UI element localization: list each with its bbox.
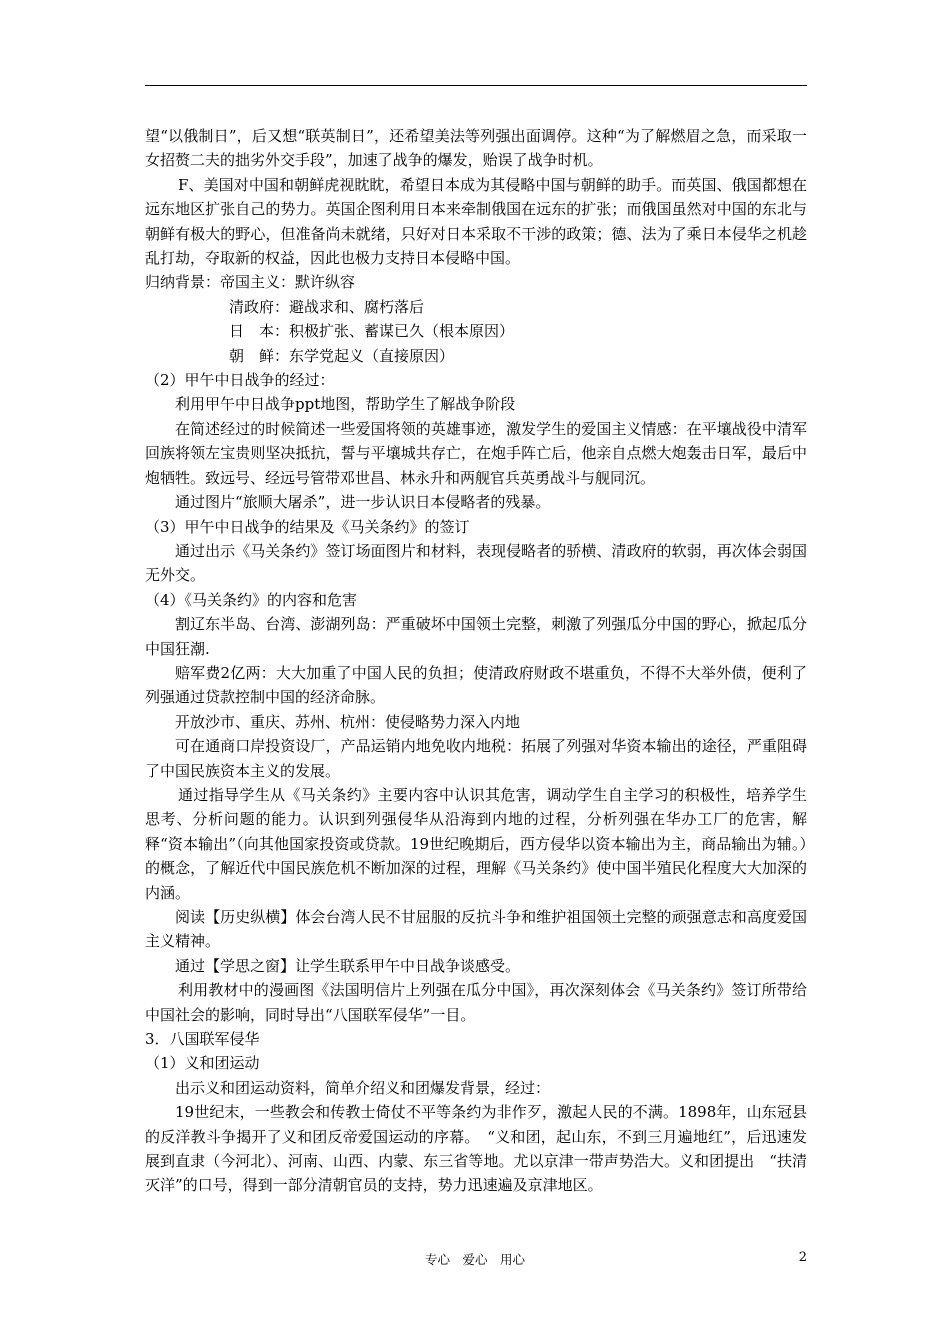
section-heading: 3．八国联军侵华: [145, 1030, 260, 1049]
paragraph: 阅读【历史纵横】体会台湾人民不甘屈服的反抗斗争和维护祖国领土完整的顽强意志和高度爱国主义精神。: [145, 908, 807, 951]
section-heading: （4）《马关条约》的内容和危害: [145, 590, 358, 609]
page-number: 2: [798, 1250, 807, 1265]
background-heading: 归纳背景：: [145, 273, 221, 292]
paragraph: 19世纪末，一些教会和传教士倚仗不平等条约为非作歹，激起人民的不满。1898年，山东冠县的反洋教斗争揭开了义和团反帝爱国运动的序幕。 “义和团，起山东，不到三月遍地红”，后迅速发展到直隶（今河北）、河南、山西、内蒙、东三省等地。尤以京津一带声势浩大。义和团提出 “扶清灭洋”的口号，得到一部分清朝官员的支持，势力迅速遍及京津地区。: [145, 1103, 807, 1195]
subsection-heading: （1）义和团运动: [145, 1054, 260, 1073]
paragraph: 出示义和团运动资料，简单介绍义和团爆发背景，经过：: [175, 1078, 551, 1097]
header-rule: [145, 85, 807, 86]
background-summary-row: [145, 319, 807, 343]
paragraph: F、美国对中国和朝鲜虎视眈眈，希望日本成为其侵略中国与朝鲜的助手。而英国、俄国都想在远东地区扩张自己的势力。英国企图利用日本来牵制俄国在远东的扩张；而俄国虽然对中国的东北与朝鲜有极大的野心，但准备尚未就绪，只好对日本采取不干涉的政策；德、法为了乘日本侵华之机趁乱打劫，夺取新的权益，因此也极力支持日本侵略中国。: [145, 175, 807, 268]
paragraph: 利用教材中的漫画图《法国明信片上列强在瓜分中国》，再次深刻体会《马关条约》签订所带给中国社会的影响，同时导出“八国联军侵华”一目。: [145, 981, 807, 1024]
paragraph: 割辽东半岛、台湾、澎湖列岛：严重破坏中国领土完整，刺激了列强瓜分中国的野心，掀起瓜分中国狂潮.: [145, 615, 807, 658]
background-summary-row: [145, 344, 807, 368]
paragraph: 开放沙市、重庆、苏州、杭州：使侵略势力深入内地: [175, 712, 521, 731]
paragraph: 望“以俄制日”，后又想“联英制日”，还希望美法等列强出面调停。这种“为了解燃眉之急，而采取一女招赘二夫的拙劣外交手段”，加速了战争的爆发，贻误了战争时机。: [145, 127, 807, 170]
page-footer: [0, 1250, 950, 1272]
paragraph: 可在通商口岸投资设厂，产品运销内地免收内地税：拓展了列强对华资本输出的途径，严重阻碍了中国民族资本主义的发展。: [145, 737, 807, 780]
background-text: 积极扩张、蓄谋已久（根本原因）: [289, 322, 515, 341]
footer-motto: 专心 爱心 用心: [424, 1252, 525, 1267]
background-text: 避战求和、腐朽落后: [289, 297, 425, 316]
paragraph: 通过出示《马关条约》签订场面图片和材料，表现侵略者的骄横、清政府的软弱，再次体会弱国无外交。: [145, 541, 807, 585]
section-heading: （3）甲午中日战争的结果及《马关条约》的签订: [145, 517, 470, 536]
document-body: [145, 124, 807, 1198]
background-text: 默许纵容: [295, 273, 356, 292]
paragraph: 通过图片“旅顺大屠杀”，进一步认识日本侵略者的残暴。: [175, 493, 551, 512]
background-summary-row: [145, 295, 807, 319]
background-label: 清政府：: [229, 297, 290, 316]
paragraph: 赔军费2亿两：大大加重了中国人民的负担；使清政府财政不堪重负，不得不大举外债，便利了列强通过贷款控制中国的经济命脉。: [145, 663, 807, 707]
background-label: 朝 鲜：: [229, 346, 290, 365]
background-label: 日 本：: [229, 322, 290, 341]
background-label: 帝国主义：: [220, 273, 296, 292]
paragraph: 利用甲午中日战争ppt地图，帮助学生了解战争阶段: [175, 395, 516, 414]
paragraph: 通过指导学生从《马关条约》主要内容中认识其危害，调动学生自主学习的积极性，培养学生思考、分析问题的能力。认识到列强侵华从沿海到内地的过程，分析列强在华办工厂的危害，解释“资本输出”（向其他国家投资或贷款。19世纪晚期后，西方侵华以资本输出为主，商品输出为辅。）的概念，了解近代中国民族危机不断加深的过程，理解《马关条约》使中国半殖民化程度大大加深的内涵。: [145, 785, 807, 902]
background-text: 东学党起义（直接原因）: [289, 346, 455, 365]
section-heading: （2）甲午中日战争的经过：: [145, 371, 335, 390]
background-summary-row: [145, 270, 807, 294]
paragraph: 通过【学思之窗】让学生联系甲午中日战争谈感受。: [175, 956, 521, 975]
paragraph: 在简述经过的时候简述一些爱国将领的英雄事迹，激发学生的爱国主义情感：在平壤战役中清军回族将领左宝贵则坚决抵抗，誓与平壤城共存亡，在炮手阵亡后，他亲自点燃大炮轰击日军，最后中炮牺牲。致远号、经远号管带邓世昌、林永升和两舰官兵英勇战斗与舰同沉。: [145, 419, 807, 487]
